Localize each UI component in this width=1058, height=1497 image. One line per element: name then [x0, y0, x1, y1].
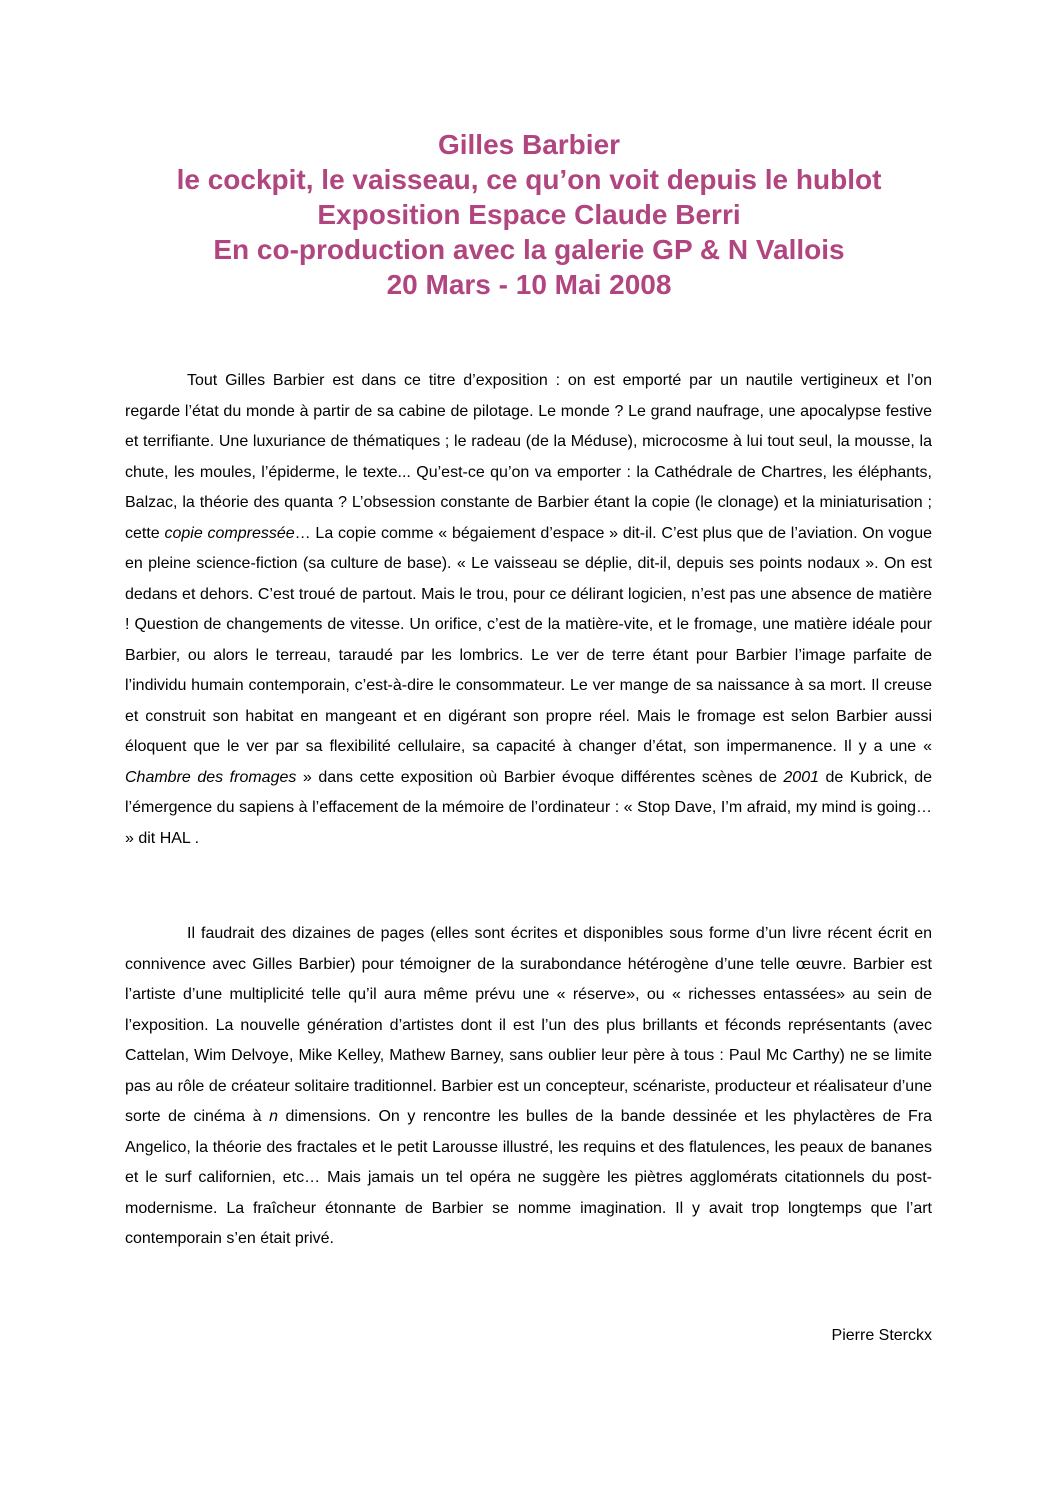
paragraph-1-text: … La copie comme « bégaiement d’espace » dit-il. C’est plus que de l’aviation. On vogue en pleine science-fiction (sa culture de base). « Le vaisseau se déplie, dit-il, depuis ses points nodaux ». On est dedans et dehors. C’est troué de partout. Mais le trou, pour ce délirant logicien, n’est pas une absence de matière ! Question de changements de vitesse. Un orifice, c’est de la matière-vite, et le fromage, une matière idéale pour Barbier, ou alors le terreau, taraudé par les lombrics. Le ver de terre étant pour Barbier l’image parfaite de l’individu humain contemporain, c’est-à-dire le consommateur. Le ver mange de sa naissance à sa mort. Il creuse et construit son habitat en mangeant et en digérant son propre réel. Mais le fromage est selon Barbier aussi éloquent que le ver par sa flexibilité cellulaire, sa capacité à changer d’état, son impermanence. Il y a une «: [125, 524, 933, 755]
paragraph-1-emphasis: copie compressée: [164, 524, 295, 542]
paragraph-1-emphasis: 2001: [783, 768, 819, 786]
paragraph-1-text: de Kubrick, de l’émergence du sapiens à l’effacement de la mémoire de l’ordinateur : « Stop Dave, I’m afraid, my mind is going… » dit HAL .: [125, 768, 933, 847]
title-artist-name: Gilles Barbier: [437, 129, 621, 160]
paragraph-2: [125, 919, 932, 1255]
paragraph-1-emphasis: Chambre des fromages: [125, 768, 297, 786]
paragraph-1-text: Tout Gilles Barbier est dans ce titre d’exposition : on est emporté par un nautile vertigineux et l’on regarde l’état du monde à partir de sa cabine de pilotage. Le monde ? Le grand naufrage, une apocalypse festive et terrifiante. Une luxuriance de thématiques ; le radeau (de la Méduse), microcosme à lui tout seul, la mousse, la chute, les moules, l’épiderme, le texte... Qu’est-ce qu’on va emporter : la Cathédrale de Chartres, les éléphants, Balzac, la théorie des quanta ? L’obsession constante de Barbier étant la copie (le clonage) et la miniaturisation ; cette: [125, 372, 932, 542]
paragraph-2-text: dimensions. On y rencontre les bulles de la bande dessinée et les phylactères de Fra Angelico, la théorie des fractales et le petit Larousse illustré, les requins et des flatulences, les peaux de bananes et le surf californien, etc… Mais jamais un tel opéra ne suggère les piètres agglomérats citationnels du post-modernisme. La fraîcheur étonnante de Barbier se nomme imagination. Il y avait trop longtemps que l’art contemporain s’en était privé.: [125, 1108, 933, 1247]
paragraph-2-emphasis: n: [269, 1108, 278, 1125]
title-exhibition-name: le cockpit, le vaisseau, ce qu’on voit depuis le hublot: [176, 164, 882, 195]
author-signature: Pierre Sterckx: [831, 1327, 932, 1344]
document-title: [0, 127, 1058, 302]
paragraph-2-text: Il faudrait des dizaines de pages (elles sont écrites et disponibles sous forme d’un livre récent écrit en connivence avec Gilles Barbier) pour témoigner de la surabondance hétérogène d’une telle œuvre. Barbier est l’artiste d’une multiplicité telle qu’il aura même prévu une « réserve», ou « richesses entassées» au sein de l’exposition. La nouvelle génération d’artistes dont il est l’un des plus brillants et féconds représentants (avec Cattelan, Wim Delvoye, Mike Kelley, Mathew Barney, sans oublier leur père à tous : Paul Mc Carthy) ne se limite pas au rôle de créateur solitaire traditionnel. Barbier est un concepteur, scénariste, producteur et réalisateur d’une sorte de cinéma à: [125, 925, 932, 1125]
title-dates: 20 Mars - 10 Mai 2008: [386, 269, 672, 300]
title-coproduction: En co-production avec la galerie GP & N Vallois: [213, 234, 845, 265]
paragraph-1: [125, 366, 932, 854]
title-venue: Exposition Espace Claude Berri: [317, 199, 741, 230]
paragraph-1-text: » dans cette exposition où Barbier évoque différentes scènes de: [296, 768, 784, 786]
